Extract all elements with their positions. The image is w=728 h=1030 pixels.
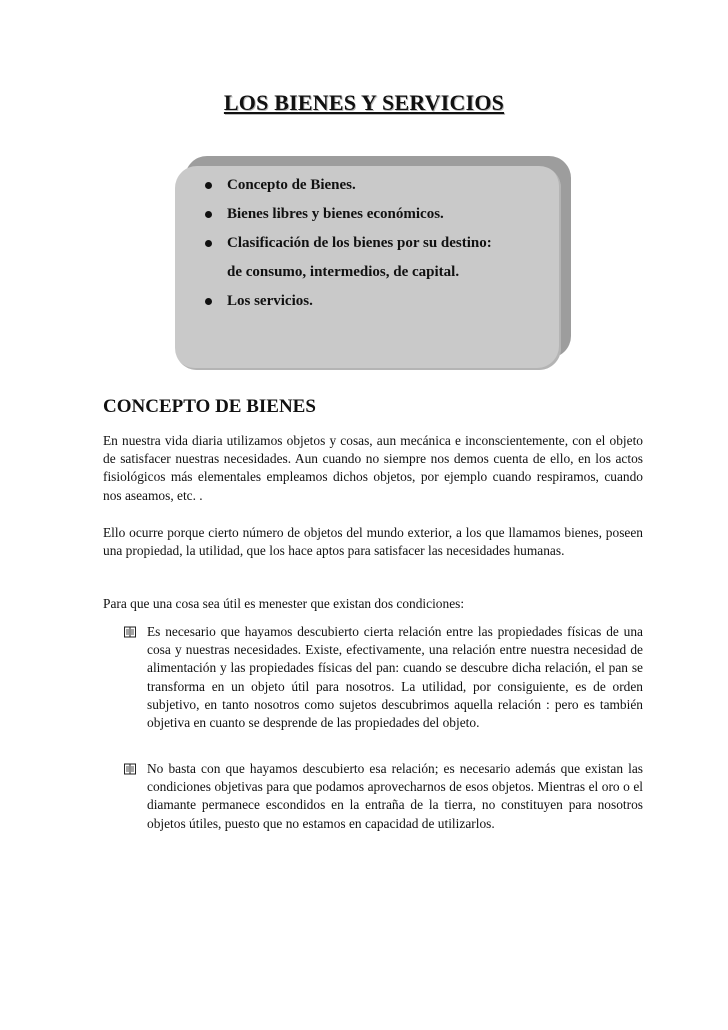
page-title-wrap <box>0 90 728 116</box>
summary-item-label: Concepto de Bienes. <box>227 177 356 193</box>
round-bullet-icon <box>205 182 212 189</box>
round-bullet-icon <box>205 240 212 247</box>
condition-text: No basta con que hayamos descubierto esa relación; es necesario además que existan las condiciones objetivas para que podamos aprovecharnos de esos objetos. Mientras el oro o el diamante permanece escondidos en la entraña de la tierra, no constituyen para nosotros objetos útiles, puesto que no estamos en capacidad de utilizarlos. <box>147 761 643 831</box>
condition-item <box>124 760 643 833</box>
summary-item <box>205 200 549 229</box>
paragraph: En nuestra vida diaria utilizamos objetos y cosas, aun mecánica e inconscientemente, con el objeto de satisfacer nuestras necesidades. Aun cuando no siempre nos demos cuenta de ello, en los actos fisiológicos más elementales empleamos dichos objetos, por ejemplo cuando respiramos, cuando nos aseamos, etc. . <box>103 433 643 503</box>
summary-list <box>205 171 549 316</box>
summary-box-face <box>175 166 561 370</box>
book-bullet-icon <box>124 626 136 638</box>
paragraph: Para que una cosa sea útil es menester que existan dos condiciones: <box>103 596 465 611</box>
summary-item-label: Los servicios. <box>227 293 313 309</box>
summary-item <box>205 287 549 316</box>
condition-item <box>124 623 643 732</box>
paragraph: Ello ocurre porque cierto número de objetos del mundo exterior, a los que llamamos bienes, poseen una propiedad, la utilidad, que los hace aptos para satisfacer las necesidades humanas. <box>103 525 643 559</box>
summary-item-continuation <box>205 258 549 287</box>
summary-box <box>175 156 571 370</box>
condition-text: Es necesario que hayamos descubierto cierta relación entre las propiedades físicas de una cosa y nuestras necesidades. Existe, efectivamente, una relación entre nuestra necesidad de alimentación y las propiedades físicas del pan: cuando se descubre dicha relación, el pan se transforma en un objeto útil para nosotros. La utilidad, por consiguiente, es de orden subjetivo, en tanto nosotros como sujetos descubrimos aquella relación : pero es también objetiva en cuanto se desprende de las propiedades del objeto. <box>147 624 643 731</box>
summary-item-label: Bienes libres y bienes económicos. <box>227 206 444 222</box>
round-bullet-icon <box>205 298 212 305</box>
section-heading: CONCEPTO DE BIENES <box>103 396 316 417</box>
summary-item <box>205 171 549 200</box>
summary-item <box>205 229 549 258</box>
summary-item-label: de consumo, intermedios, de capital. <box>227 264 460 280</box>
page-title: LOS BIENES Y SERVICIOS <box>223 90 505 115</box>
summary-item-label: Clasificación de los bienes por su destino: <box>227 235 492 251</box>
book-bullet-icon <box>124 763 136 775</box>
round-bullet-icon <box>205 211 212 218</box>
